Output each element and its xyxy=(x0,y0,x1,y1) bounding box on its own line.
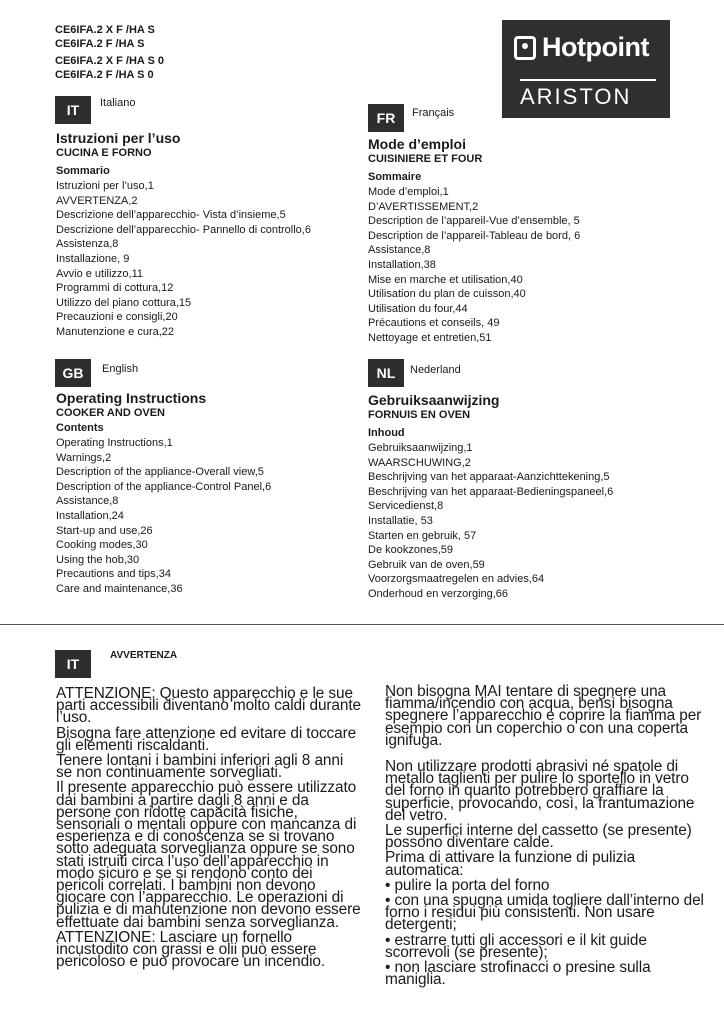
toc-item: Beschrijving van het apparaat-Aanzichttekening,5 xyxy=(368,471,610,484)
toc-item: Care and maintenance,36 xyxy=(56,582,183,595)
warning-paragraph: Tenere lontani i bambini inferiori agli 8 anni se non continuamente sorvegliati. xyxy=(56,752,344,782)
warning-bullet: • pulire la porta del forno xyxy=(385,876,550,894)
toc-heading: Sommaire xyxy=(368,171,422,183)
toc-item: Gebruik van de oven,59 xyxy=(368,558,485,571)
toc-list xyxy=(368,441,708,602)
section-subtitle: COOKER AND OVEN xyxy=(56,407,165,419)
toc-item: Installation,24 xyxy=(56,509,124,522)
toc-item: Using the hob,30 xyxy=(56,553,140,566)
toc-item: Nettoyage et entretien,51 xyxy=(368,331,492,344)
warning-bullet: • con una spugna umida togliere dall’interno del forno i residui più consistenti. Non usare detergenti; xyxy=(385,892,704,934)
model-code: CE6IFA.2 F /HA S 0 xyxy=(55,69,154,81)
lang-badge-fr: FR xyxy=(368,104,404,132)
section-title: Operating Instructions xyxy=(56,390,207,406)
toc-item: Precauzioni e consigli,20 xyxy=(56,311,178,324)
toc-item: Servicedienst,8 xyxy=(368,500,444,513)
warning-paragraph: Non bisogna MAI tentare di spegnere una fiamma/incendio con acqua, bensì bisogna spegnere l’apparecchio e coprire la fiamma per esempio con un coperchio o con una coperta ignifuga. xyxy=(385,683,702,749)
toc-item: Description of the appliance-Overall view,5 xyxy=(56,466,264,479)
toc-item: Mode d’emploi,1 xyxy=(368,186,449,198)
toc-item: Cooking modes,30 xyxy=(56,539,148,552)
lang-name-fr: Français xyxy=(412,107,455,119)
toc-item: Installatie, 53 xyxy=(368,514,433,527)
warning-bullet: • non lasciare strofinacci o presine sulla maniglia. xyxy=(385,959,651,989)
toc-item: Assistance,8 xyxy=(368,244,431,257)
toc-item: Operating Instructions,1 xyxy=(56,437,173,449)
toc-heading: Inhoud xyxy=(368,427,405,439)
toc-item: Installazione, 9 xyxy=(56,252,130,265)
toc-item: Assistance,8 xyxy=(56,495,119,508)
toc-item: Assistenza,8 xyxy=(56,238,119,251)
lang-badge-nl: NL xyxy=(368,359,404,387)
section-title: Mode d’emploi xyxy=(368,136,466,152)
warning-paragraph: Non utilizzare prodotti abrasivi né spatole di metallo taglienti per pulire lo sportello in vetro del forno in quanto potrebbero graffiare la superficie, provocando, così, la frantumazione del vetro. xyxy=(385,758,695,824)
warning-bullet: • estrarre tutti gli accessori e il kit guide scorrevoli (se presente); xyxy=(385,931,647,961)
toc-item: Voorzorgsmaatregelen en advies,64 xyxy=(368,573,545,586)
section-divider xyxy=(0,624,724,625)
warning-paragraph: ATTENZIONE: Lasciare un fornello incustodito con grassi e olii può essere pericoloso e può provocare un incendio. xyxy=(56,928,326,971)
toc-item: Utilizzo del piano cottura,15 xyxy=(56,296,192,309)
toc-item: WAARSCHUWING,2 xyxy=(368,456,471,469)
section-it xyxy=(56,130,356,340)
toc-item: Beschrijving van het apparaat-Bedieningspaneel,6 xyxy=(368,485,614,498)
toc-item: Utilisation du plan de cuisson,40 xyxy=(368,288,526,301)
toc-list xyxy=(368,185,698,346)
section-gb xyxy=(56,390,356,597)
toc-item: Descrizione dell’apparecchio- Vista d’insieme,5 xyxy=(56,209,286,222)
model-list xyxy=(55,23,164,82)
lang-badge-it: IT xyxy=(55,96,91,124)
toc-item: Mise en marche et utilisation,40 xyxy=(368,273,523,286)
warning-paragraph: ATTENZIONE: Questo apparecchio e le sue parti accessibili diventano molto caldi durante l’uso. xyxy=(56,685,361,727)
section-title: Istruzioni per l’uso xyxy=(56,130,181,146)
warning-label: AVVERTENZA xyxy=(110,650,178,661)
toc-item: Start-up and use,26 xyxy=(56,524,153,537)
lang-badge-gb: GB xyxy=(55,359,91,387)
toc-list xyxy=(56,436,356,597)
toc-item: Istruzioni per l’uso,1 xyxy=(56,180,154,192)
toc-item: Starten en gebruik, 57 xyxy=(368,529,477,542)
toc-item: Gebruiksaanwijzing,1 xyxy=(368,442,473,454)
section-title: Gebruiksaanwijzing xyxy=(368,392,500,408)
section-fr xyxy=(368,136,698,346)
logo-sub: ARISTON xyxy=(520,84,632,109)
toc-item: Avvio e utilizzo,11 xyxy=(56,267,144,280)
section-subtitle: FORNUIS EN OVEN xyxy=(368,409,471,421)
toc-list xyxy=(56,179,356,340)
logo-brand: Hotpoint xyxy=(542,32,649,62)
toc-item: Installation,38 xyxy=(368,258,436,271)
toc-item: Manutenzione e cura,22 xyxy=(56,325,175,338)
hotpoint-ariston-logo xyxy=(502,20,670,118)
logo-mark-icon xyxy=(514,36,536,60)
toc-item: Descrizione dell’apparecchio- Pannello di controllo,6 xyxy=(56,223,311,236)
toc-item: Onderhoud en verzorging,66 xyxy=(368,587,509,600)
toc-item: Utilisation du four,44 xyxy=(368,302,468,315)
section-subtitle: CUISINIERE ET FOUR xyxy=(368,153,483,165)
lang-name-it: Italiano xyxy=(100,97,136,109)
toc-item: Description de l’appareil-Tableau de bord, 6 xyxy=(368,229,581,242)
toc-heading: Sommario xyxy=(56,165,110,177)
warning-paragraph: Bisogna fare attenzione ed evitare di toccare gli elementi riscaldanti. xyxy=(56,724,357,754)
toc-item: De kookzones,59 xyxy=(368,544,453,557)
toc-item: Precautions and tips,34 xyxy=(56,568,171,581)
section-subtitle: CUCINA E FORNO xyxy=(56,147,152,159)
lang-name-gb: English xyxy=(102,363,139,375)
toc-item: Warnings,2 xyxy=(56,451,112,464)
toc-item: Programmi di cottura,12 xyxy=(56,282,174,295)
lang-name-nl: Nederland xyxy=(410,364,461,376)
toc-item: Description de l’appareil-Vue d’ensemble, 5 xyxy=(368,215,580,228)
warning-paragraph: Il presente apparecchio può essere utilizzato dai bambini a partire dagli 8 anni e da persone con ridotte capacità fisiche, sensoriali o mentali oppure con mancanza di esperienza e di conoscenza se si trovano sotto adeguata sorveglianza oppure se sono stati istruiti circa l’uso dell’apparecchio in modo sicuro e se si rendono conto dei pericoli correlati. I bambini non devono giocare con l’apparecchio. Le operazioni di pulizia e di manutenzione non devono essere effettuate dai bambini senza sorveglianza. xyxy=(56,779,361,931)
toc-item: AVVERTENZA,2 xyxy=(56,194,138,207)
toc-heading: Contents xyxy=(56,422,104,434)
model-code: CE6IFA.2 F /HA S xyxy=(55,38,145,50)
model-code: CE6IFA.2 X F /HA S xyxy=(55,24,155,36)
warning-paragraph: Prima di attivare la funzione di pulizia automatica: xyxy=(385,849,636,879)
section-nl xyxy=(368,392,708,602)
toc-item: Précautions et conseils, 49 xyxy=(368,317,500,330)
model-code: CE6IFA.2 X F /HA S 0 xyxy=(55,55,165,67)
toc-item: D’AVERTISSEMENT,2 xyxy=(368,200,479,213)
warning-paragraph: Le superfici interne del cassetto (se presente) possono diventare calde. xyxy=(385,822,692,852)
toc-item: Description of the appliance-Control Panel,6 xyxy=(56,480,272,493)
warning-column-right xyxy=(385,683,707,989)
lang-badge-warning: IT xyxy=(55,650,91,678)
warning-column-left xyxy=(56,685,362,971)
